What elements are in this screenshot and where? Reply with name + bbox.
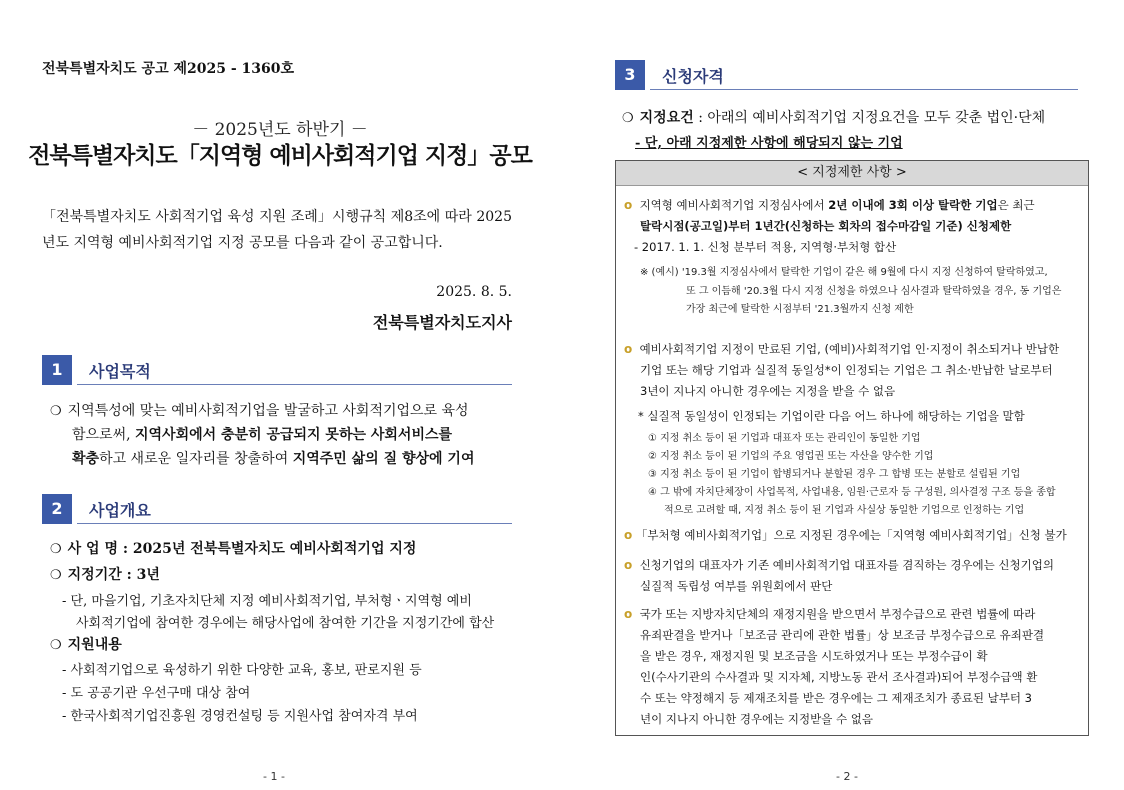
section-divider [77,523,512,524]
restriction-item-1-example: ※ (예시) '19.3월 지정심사에서 탈락한 기업이 같은 해 9월에 다시 지정 신청하여 탈락하였고, [640,267,1048,278]
restriction-item-5-line-1: o 국가 또는 지방자치단체의 재정지원을 받으면서 부정수급으로 관련 법률에 따라 [624,607,1036,621]
restriction-item-4-line-1: o 신청기업의 대표자가 기존 예비사회적기업 대표자를 겸직하는 경우에는 신청기업의 [624,558,1054,572]
restriction-item-1-line-1: o 지역형 예비사회적기업 지정심사에서 2년 이내에 3회 이상 탈락한 기업은 최근 [624,198,1035,212]
restriction-item-2-line-1: o 예비사회적기업 지정이 만료된 기업, (예비)사회적기업 인·지정이 취소되거나 반납한 [624,342,1060,356]
section-number: 2 [42,494,72,524]
hollow-bullet-icon: ❍ [50,542,62,557]
notice-date: 2025. 8. 5. [436,284,512,300]
restriction-item-5-line: 인(수사기관의 수사결과 및 지자체, 지방노동 관서 조사결과)되어 부정수급액 환 [640,670,1038,684]
purpose-line-3: 확충하고 새로운 일자리를 창출하여 지역주민 삶의 질 향상에 기여 [72,451,475,467]
support-item: - 사회적기업으로 육성하기 위한 다양한 교육, 홍보, 판로지원 등 [62,663,422,678]
section-number: 1 [42,355,72,385]
restriction-item-2-note: * 실질적 동일성이 인정되는 기업이란 다음 어느 하나에 해당하는 기업을 말함 [638,409,1025,423]
section-1-header [42,355,512,385]
section-number: 3 [615,60,645,90]
box-bullet-icon: o [624,198,633,212]
page-1 [0,0,560,790]
box-bullet-icon: o [624,342,633,356]
section-divider [650,89,1078,90]
section-divider [77,384,512,385]
restriction-item-1-line-2: 탈락시점(공고일)부터 1년간(신청하는 회차의 접수마감일 기준) 신청제한 [640,219,1012,233]
hollow-bullet-icon: ❍ [50,638,62,653]
support-item: - 도 공공기관 우선구매 대상 참여 [62,686,251,701]
subtitle: － 2025년도 하반기 － [192,120,368,140]
section-2-header [42,494,512,524]
requirement-exception: - 단, 아래 지정제한 사항에 해당되지 않는 기업 [635,136,903,151]
restriction-item-5-line: 을 받은 경우, 재정지원 및 보조금을 시도하였거나 또는 부정수급이 확 [640,649,988,663]
designation-period: ❍ 지정기간 : 3년 [50,567,160,583]
restriction-item-5-line: 수 또는 약정해지 등 제재조치를 받은 경우에는 그 제재조치가 종료된 날부터 3 [640,691,1032,705]
restriction-sub-item: ③ 지정 취소 등이 된 기업이 합병되거나 분할된 경우 그 합병 또는 분할로 설립된 기업 [648,469,1021,480]
purpose-line-1: ❍ 지역특성에 맞는 예비사회적기업을 발굴하고 사회적기업으로 육성 [50,403,469,419]
section-label: 신청자격 [662,67,724,86]
notice-number: 전북특별자치도 공고 제2025 - 1360호 [42,61,294,77]
hollow-bullet-icon: ❍ [50,568,62,583]
box-bullet-icon: o [624,607,633,621]
restriction-item-1-line-3: - 2017. 1. 1. 신청 분부터 적용, 지역형·부처형 합산 [634,240,897,254]
restriction-sub-item: ④ 그 밖에 자치단체장이 사업목적, 사업내용, 임원·근로자 등 구성원, 의사결정 구조 등을 종합 [648,487,1056,498]
restriction-item-5-line: 년이 지나지 아니한 경우에는 지정받을 수 없음 [640,712,874,726]
restriction-item-3: o 「부처형 예비사회적기업」으로 지정된 경우에는「지역형 예비사회적기업」신청 불가 [624,528,1067,542]
governor-signature: 전북특별자치도지사 [372,313,512,332]
support-item: - 한국사회적기업진흥원 경영컨설팅 등 지원사업 참여자격 부여 [62,709,418,724]
restriction-sub-item: ② 지정 취소 등이 된 기업의 주요 영업권 또는 자산을 양수한 기업 [648,451,934,462]
restriction-item-2-line-3: 3년이 지나지 아니한 경우에는 지정을 받을 수 없음 [640,384,896,398]
restriction-item-1-example-cont: 또 그 이듬해 '20.3월 다시 지정 신청을 하였으나 심사결과 탈락하였을 경우, 동 기업은 [686,286,1062,297]
period-note-1: - 단, 마을기업, 기초자치단체 지정 예비사회적기업, 부처형ㆍ지역형 예비 [62,594,472,609]
project-name: ❍ 사 업 명 : 2025년 전북특별자치도 예비사회적기업 지정 [50,541,417,557]
page-number: - 1 - [263,770,285,783]
section-label: 사업개요 [89,501,151,520]
purpose-line-2: 함으로써, 지역사회에서 충분히 공급되지 못하는 사회서비스를 [72,427,453,443]
restriction-item-1-example-cont: 가장 최근에 탈락한 시점부터 '21.3월까지 신청 제한 [686,304,914,315]
restriction-sub-item: ① 지정 취소 등이 된 기업과 대표자 또는 관리인이 동일한 기업 [648,433,921,444]
page-title: 전북특별자치도「지역형 예비사회적기업 지정」공모 [28,142,532,169]
section-3-header [615,60,1078,90]
restriction-item-4-line-2: 실질적 독립성 여부를 위원회에서 판단 [640,579,833,593]
restriction-item-5-line: 유죄판결을 받거나「보조금 관리에 관한 법률」상 보조금 부정수급으로 유죄판결 [640,628,1045,642]
restriction-sub-item-cont: 적으로 고려할 때, 지정 취소 등이 된 기업과 사실상 동일한 기업으로 인정하는 기업 [664,505,1025,516]
box-bullet-icon: o [624,528,633,542]
restriction-box-title: < 지정제한 사항 > [616,161,1088,186]
box-bullet-icon: o [624,558,633,572]
hollow-bullet-icon: ❍ [622,111,634,126]
section-label: 사업목적 [89,362,151,381]
support-heading: ❍ 지원내용 [50,637,122,653]
period-note-2: 사회적기업에 참여한 경우에는 해당사업에 참여한 기간을 지정기간에 합산 [76,616,495,631]
page-number: - 2 - [836,770,858,783]
hollow-bullet-icon: ❍ [50,404,62,419]
requirement-line: ❍ 지정요건 : 아래의 예비사회적기업 지정요건을 모두 갖춘 법인·단체 [622,110,1046,126]
intro-paragraph: 「전북특별자치도 사회적기업 육성 지원 조례」시행규칙 제8조에 따라 2025년도 지역형 예비사회적기업 지정 공모를 다음과 같이 공고합니다. [42,209,512,251]
restriction-item-2-line-2: 기업 또는 해당 기업과 실질적 동일성*이 인정되는 기업은 그 취소·반납한 날로부터 [640,363,1053,377]
